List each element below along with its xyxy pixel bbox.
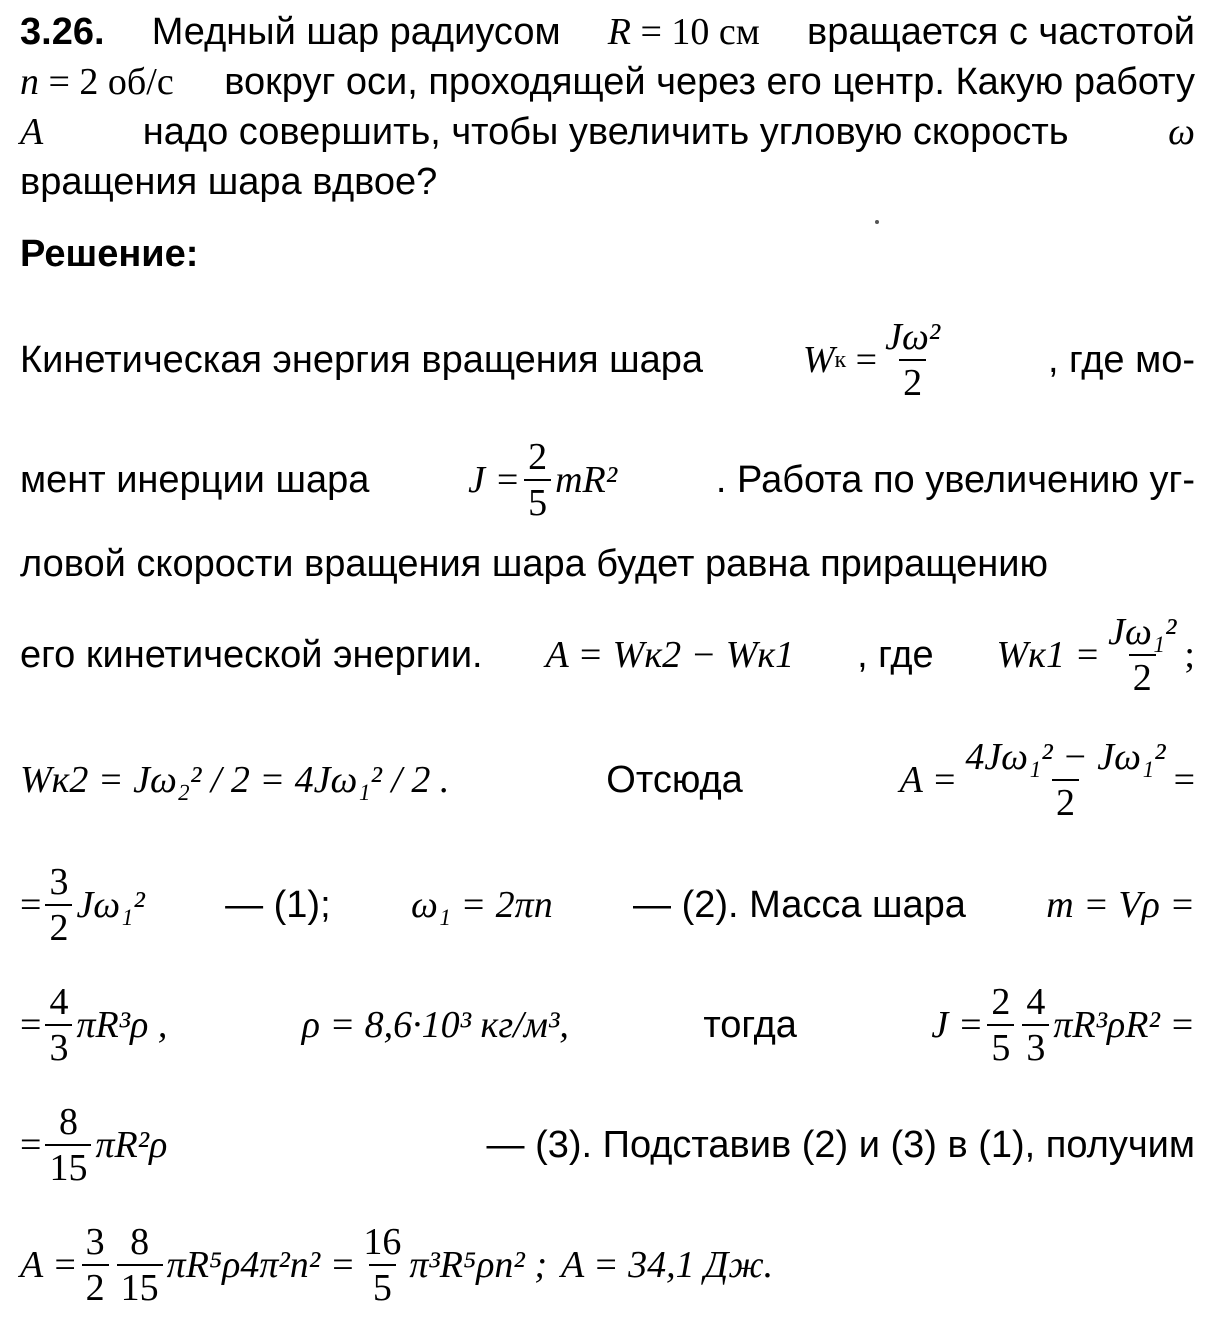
solution-text: . Работа по увеличению уг-	[715, 459, 1195, 501]
solution-line-2	[20, 430, 1195, 530]
solution-text: , где	[857, 634, 934, 676]
solution-line-7	[20, 975, 1195, 1075]
formula: n = 2 об/с	[20, 61, 174, 103]
formula: m = Vρ =	[1046, 884, 1195, 926]
formula-j: J = $\frac{2}{5}$ mR²	[468, 436, 618, 524]
solution-line-5	[20, 730, 1195, 830]
problem-text: надо совершить, чтобы увеличить угловую скорость	[142, 111, 1069, 153]
problem-line-4	[20, 158, 1195, 206]
formula: = $\frac{3}{2}$ Jω₁²	[20, 861, 145, 949]
solution-text: — (3). Подставив (2) и (3) в (1), получим	[486, 1124, 1195, 1166]
solution-line-6	[20, 855, 1195, 955]
problem-line-1	[20, 8, 1195, 56]
problem-text: Медный шар радиусом	[151, 11, 561, 53]
problem-line-2	[20, 58, 1195, 106]
formula-final: A = $\frac{3}{2}$ $\frac{8}{15}$ πR⁵ρ4π²n² = $\frac{16}{5}$ π³R⁵ρn² ;	[20, 1221, 547, 1309]
formula: = $\frac{4}{3}$ πR³ρ ,	[20, 981, 168, 1069]
solution-text: мент инерции шара	[20, 459, 370, 501]
formula: Wк2 = Jω₂² / 2 = 4Jω₁² / 2 .	[20, 759, 450, 801]
solution-line-1	[20, 310, 1195, 410]
solution-line-3	[20, 540, 1195, 588]
solution-line-9	[20, 1215, 1195, 1315]
problem-line-3	[20, 108, 1195, 156]
solution-text: Кинетическая энергия вращения шара	[20, 339, 704, 381]
formula-density: ρ = 8,6·10³ кг/м³,	[301, 1004, 569, 1046]
problem-text: вокруг оси, проходящей через его центр. Какую работу	[224, 61, 1195, 103]
solution-line-4	[20, 605, 1195, 705]
scan-speck	[875, 220, 879, 224]
problem-text: вращения шара вдвое?	[20, 161, 438, 203]
formula: A	[20, 111, 44, 153]
problem-text: вращается с частотой	[807, 11, 1195, 53]
solution-line-8	[20, 1095, 1195, 1195]
formula: = $\frac{8}{15}$ πR²ρ	[20, 1101, 168, 1189]
formula-answer: A = 34,1 Дж.	[560, 1244, 774, 1286]
formula: ω₁ = 2πn	[410, 884, 553, 926]
solution-text: — (2). Масса шара	[633, 884, 966, 926]
solution-text: его кинетической энергии.	[20, 634, 483, 676]
formula: R = 10 см	[607, 11, 760, 53]
solution-text: тогда	[703, 1004, 797, 1046]
formula-a: A = $\frac{\text{4Jω₁² − Jω₁²}}{2}$ =	[899, 736, 1195, 824]
formula-wk1: Wк1 = $\frac{\text{Jω₁²}}{2}$ ;	[996, 611, 1195, 699]
solution-heading-line	[20, 230, 1195, 278]
solution-text: — (1);	[225, 884, 331, 926]
formula: A = Wк2 − Wк1	[545, 634, 795, 676]
solution-text: , где мо-	[1047, 339, 1195, 381]
formula-wk: W к = $\frac{\text{Jω²}}{2}$	[802, 316, 941, 404]
formula: ω	[1168, 111, 1195, 153]
formula-j-full: J = $\frac{2}{5}$ $\frac{4}{3}$ πR³ρR² =	[931, 981, 1195, 1069]
solution-text: Отсюда	[606, 759, 743, 801]
problem-number: 3.26.	[20, 11, 105, 53]
solution-text: ловой скорости вращения шара будет равна приращению	[20, 543, 1048, 585]
solution-heading: Решение:	[20, 233, 199, 275]
